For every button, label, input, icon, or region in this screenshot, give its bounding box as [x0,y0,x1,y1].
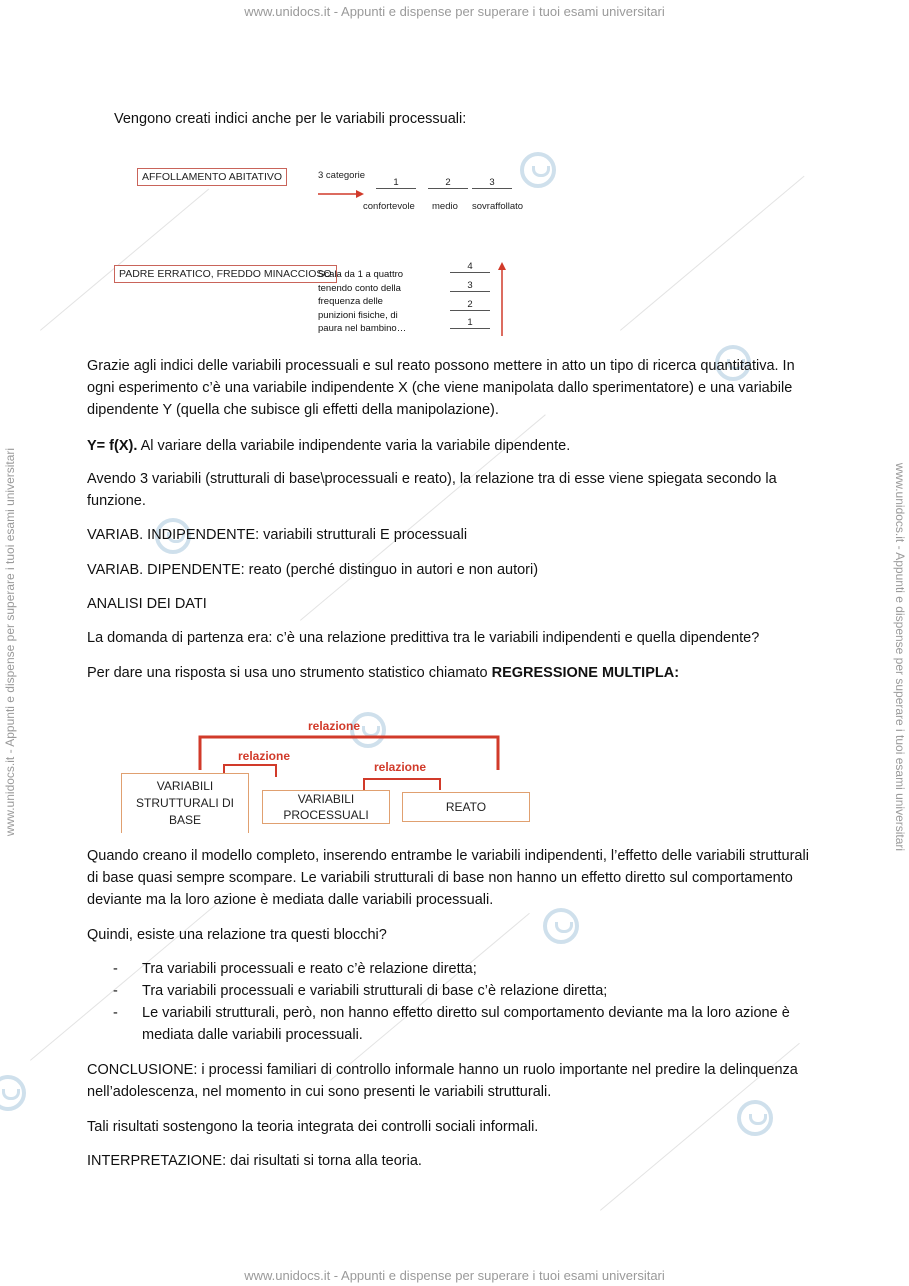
paragraph-formula: Y= f(X). Al variare della variabile indipendente varia la variabile dipendente. [87,438,571,454]
paragraph-domanda: La domanda di partenza era: c’è una relazione predittiva tra le variabili indipendenti e quella dipendente? [87,630,760,646]
paragraph-modello: Quando creano il modello completo, inserendo entrambe le variabili indipendenti, l’effetto delle variabili strutturali di base quasi sempre scompare. Le variabili strutturali di base non hanno un effetto diretto sul comportamento deviante ma la loro azione è mediata dalle variabili processuali. [87,848,809,908]
watermark-line [40,189,209,331]
intro-text: Vengono creati indici anche per le variabili processuali: [114,111,467,127]
paragraph-ricerca: Grazie agli indici delle variabili processuali e sul reato possono mettere in atto un tipo di ricerca quantitativa. In ogni esperimento c’è una variabile indipendente X (che viene manipolata dallo sperimentatore) e una variabile dipendente Y (quella che subisce gli effetti della manipolazione). [87,358,795,418]
relazione-left: relazione [238,749,291,763]
paragraph-conclusione: CONCLUSIONE: i processi familiari di controllo informale hanno un ruolo importante nel predire la delinquenza nell’adolescenza, nel momento in cui sono presenti le variabili strutturali. [87,1062,798,1100]
arrow-right-icon [318,188,364,200]
figure2-scale-text: Scala da 1 a quattro tenendo conto della frequenza delle punizioni fisiche, di paura nel bambino… [318,269,407,334]
paragraph-tali-risultati: Tali risultati sostengono la teoria integrata dei controlli sociali informali. [87,1119,539,1135]
figure2-num-2: 2 [450,299,490,311]
watermark-bottom: www.unidocs.it - Appunti e dispense per superare i tuoi esami universitari [244,1268,665,1283]
paragraph-domanda-blocchi: Quindi, esiste una relazione tra questi blocchi? [87,927,387,943]
figure2-num-4: 4 [450,261,490,273]
figure1-num-1: 1 [376,177,416,189]
variabile-indipendente: VARIAB. INDIPENDENTE: variabili strutturali E processuali [87,527,468,543]
paragraph-funzione: Avendo 3 variabili (strutturali di base\processuali e reato), la relazione tra di esse viene spiegata secondo la funzione. [87,471,777,509]
variabile-dipendente: VARIAB. DIPENDENTE: reato (perché distinguo in autori e non autori) [87,562,539,578]
heading-analisi-dati: ANALISI DEI DATI [87,596,207,612]
watermark-logo-icon [520,152,556,188]
figure2-num-3: 3 [450,280,490,292]
watermark-left: www.unidocs.it - Appunti e dispense per superare i tuoi esami universitari [3,447,17,837]
watermark-top: www.unidocs.it - Appunti e dispense per superare i tuoi esami universitari [244,4,665,19]
box-reato: REATO [402,792,530,822]
box-strutturali: VARIABILI STRUTTURALI DI BASE [121,773,249,833]
watermark-logo-icon [0,1075,26,1111]
figure1-num-3: 3 [472,177,512,189]
arrow-up-icon [496,262,508,336]
paragraph-interpretazione: INTERPRETAZIONE: dai risultati si torna alla teoria. [87,1153,422,1169]
paragraph-regressione: Per dare una risposta si usa uno strumento statistico chiamato REGRESSIONE MULTIPLA: [87,665,680,681]
watermark-right: www.unidocs.it - Appunti e dispense per superare i tuoi esami universitari [893,462,907,852]
box-processuali: VARIABILI PROCESSUALI [262,790,390,824]
figure1-name-3: sovraffollato [472,201,524,212]
watermark-line [620,176,804,331]
figure1-label: AFFOLLAMENTO ABITATIVO [137,168,287,186]
relazione-top: relazione [308,719,361,733]
figure1-categories: 3 categorie [318,170,366,181]
figure1-num-2: 2 [428,177,468,189]
figure1-name-1: confortevole [363,201,415,212]
relazione-right: relazione [374,760,427,774]
figure1-name-2: medio [432,201,458,212]
figure2-num-1: 1 [450,317,490,329]
figure2-label: PADRE ERRATICO, FREDDO MINACCIOSO [114,265,337,283]
